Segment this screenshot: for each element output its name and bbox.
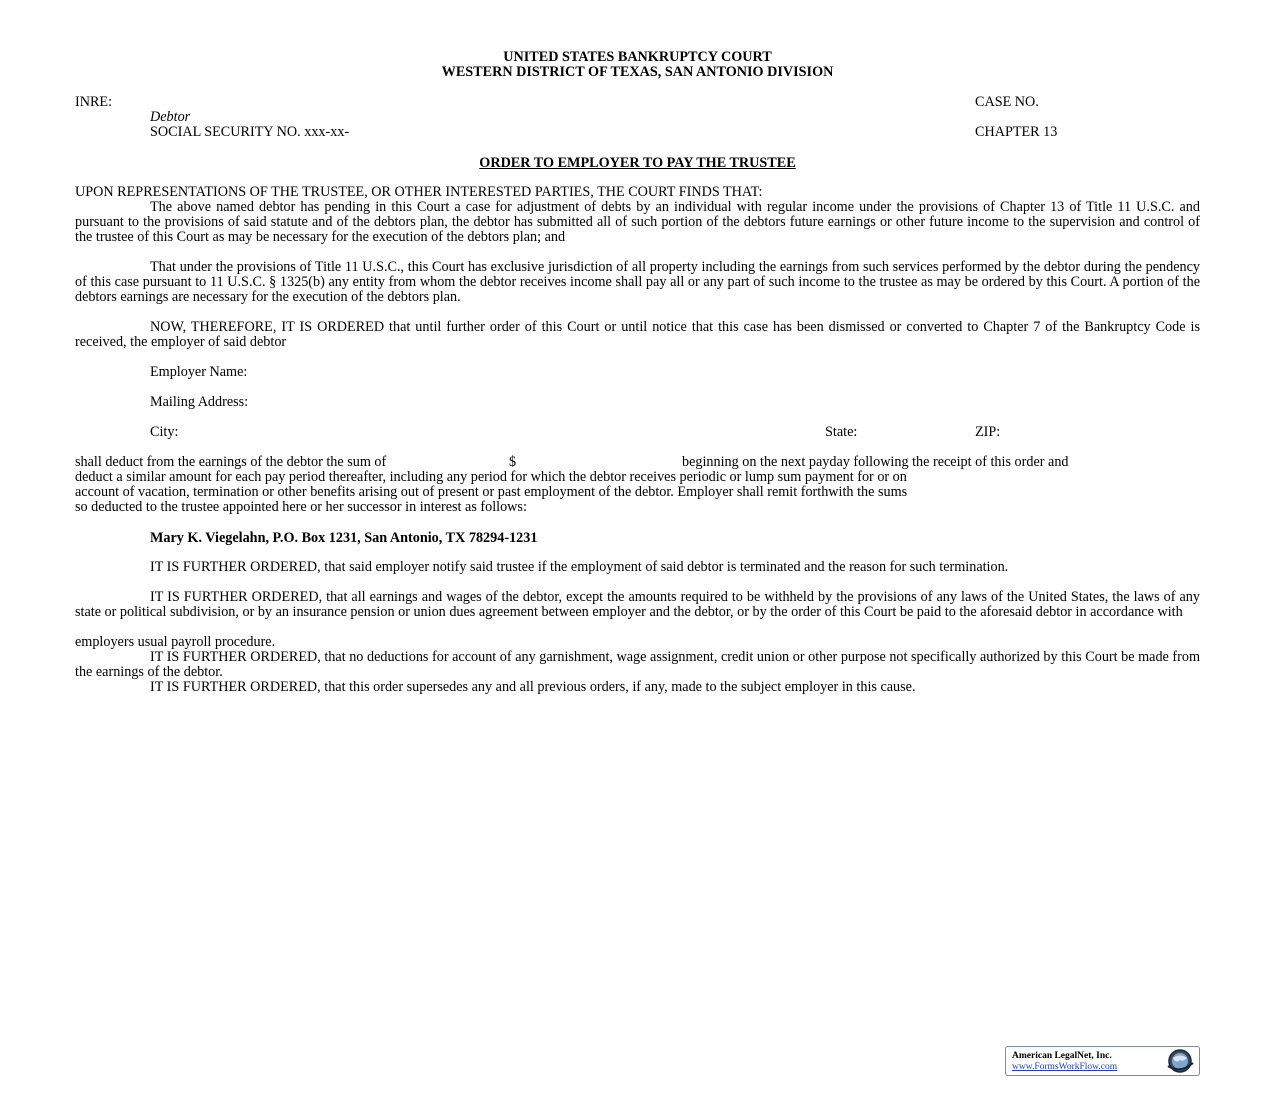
findings-intro: UPON REPRESENTATIONS OF THE TRUSTEE, OR OTHER INTERESTED PARTIES, THE COURT FINDS THAT:: [75, 184, 763, 200]
trustee-address: Mary K. Viegelahn, P.O. Box 1231, San Antonio, TX 78294-1231: [150, 530, 538, 546]
legalnet-badge[interactable]: [1005, 1046, 1200, 1076]
chapter-label: CHAPTER 13: [975, 124, 1058, 140]
finding-paragraph-1: The above named debtor has pending in this Court a case for adjustment of debts by an individual with regular income under the provisions of Chapter 13 of Title 11 U.S.C. and pursuant to the provisions of said statute and of the debtors plan, the debtor has submitted all of such portion of the debtors future earnings or other future income to the supervision and control of the trustee of this Court as may be necessary for the execution of the debtors plan; and: [75, 199, 1200, 245]
deduct-line-3: account of vacation, termination or other benefits arising out of present or past employment of the debtor. Employer shall remit forthwith the sums: [75, 484, 908, 500]
deduct-line-4: so deducted to the trustee appointed here or her successor in interest as follows:: [75, 499, 527, 515]
further-ordered-2: IT IS FURTHER ORDERED, that all earnings and wages of the debtor, except the amounts required to be withheld by the provisions of any laws of the United States, the laws of any state or political subdivision, or by an insurance pension or union dues agreement between employer and the debtor, or by the order of this Court be paid to the aforesaid debtor in accordance with: [75, 589, 1200, 620]
dollar-sign: $: [509, 454, 517, 470]
order-title: ORDER TO EMPLOYER TO PAY THE TRUSTEE: [479, 155, 796, 171]
in-re-label: INRE:: [75, 94, 113, 110]
further-ordered-4: IT IS FURTHER ORDERED, that this order supersedes any and all previous orders, if any, made to the subject employer in this cause.: [150, 679, 916, 695]
case-no-label: CASE NO.: [975, 94, 1039, 110]
court-name: UNITED STATES BANKRUPTCY COURT: [503, 49, 772, 65]
zip-label: ZIP:: [975, 424, 1001, 440]
mailing-address-label: Mailing Address:: [150, 394, 249, 410]
city-label: City:: [150, 424, 179, 440]
further-ordered-1: IT IS FURTHER ORDERED, that said employer notify said trustee if the employment of said debtor is terminated and the reason for such termination.: [150, 559, 1009, 575]
badge-company: American LegalNet, Inc.: [1012, 1051, 1112, 1061]
employer-name-label: Employer Name:: [150, 364, 248, 380]
finding-paragraph-2: That under the provisions of Title 11 U.S.C., this Court has exclusive jurisdiction of all property including the earnings from such services performed by the debtor during the pendency of this case pursuant to 11 U.S.C. § 1325(b) any entity from whom the debtor receives income shall pay all or any part of such income to the trustee as may be ordered by this Court. A portion of the debtors earnings are necessary for the execution of the debtors plan.: [75, 259, 1200, 305]
ssn-label: SOCIAL SECURITY NO. xxx-xx-: [150, 124, 350, 140]
debtor-label: Debtor: [150, 109, 191, 125]
further-ordered-3: IT IS FURTHER ORDERED, that no deductions for account of any garnishment, wage assignment, credit union or other purpose not specifically authorized by this Court be made from the earnings of the debtor.: [75, 649, 1200, 680]
deduct-lead: shall deduct from the earnings of the debtor the sum of: [75, 454, 387, 470]
badge-url-link[interactable]: www.FormsWorkFlow.com: [1012, 1062, 1118, 1072]
further-ordered-2-tail: employers usual payroll procedure.: [75, 634, 276, 650]
ordered-paragraph: NOW, THEREFORE, IT IS ORDERED that until further order of this Court or until notice that this case has been dismissed or converted to Chapter 7 of the Bankruptcy Code is received, the employer of said debtor: [75, 319, 1200, 350]
deduct-line-2: deduct a similar amount for each pay period thereafter, including any period for which the debtor receives periodic or lump sum payment for or on: [75, 469, 907, 485]
state-label: State:: [825, 424, 858, 440]
court-division: WESTERN DISTRICT OF TEXAS, SAN ANTONIO DIVISION: [441, 64, 834, 80]
deduct-line-1-end: beginning on the next payday following the receipt of this order and: [682, 454, 1069, 470]
globe-logo-icon: [1163, 1048, 1197, 1074]
